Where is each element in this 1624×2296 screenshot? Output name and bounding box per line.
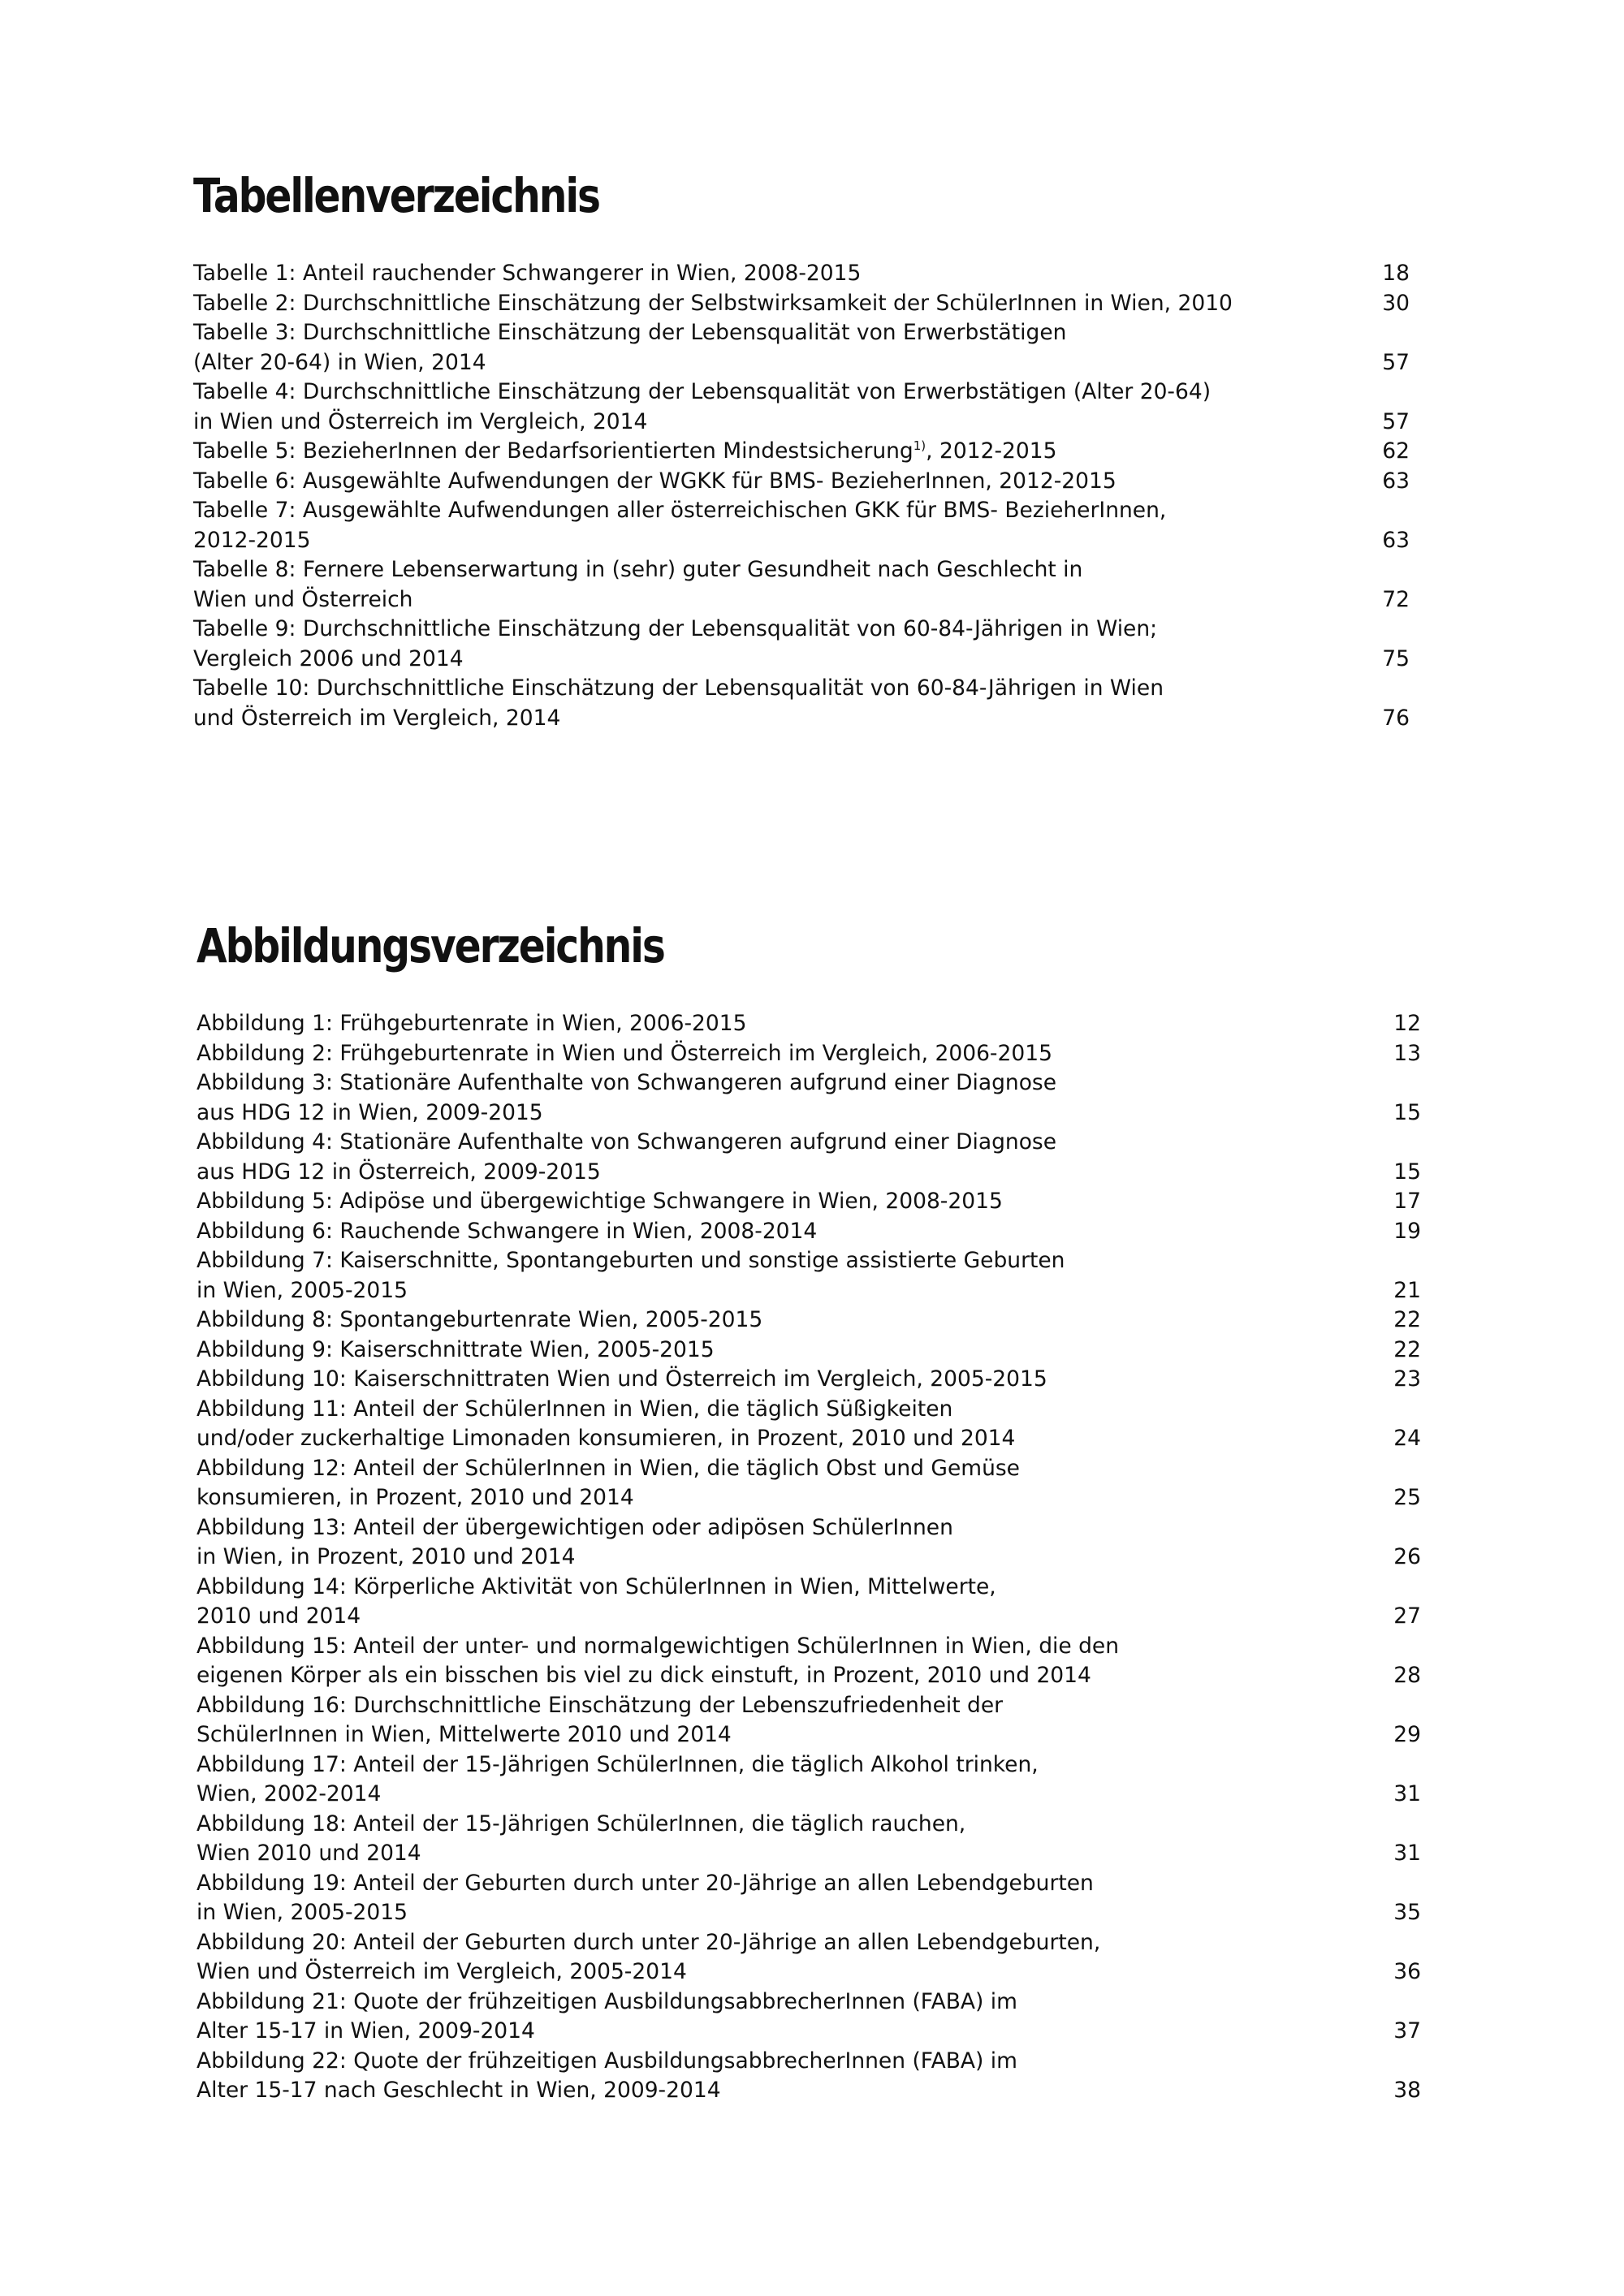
toc-entry[interactable] bbox=[197, 1009, 1421, 1039]
entry-title: Abbildung 14: Körperliche Aktivität von SchülerInnen in Wien, Mittelwerte, 2010 und 2014 bbox=[197, 1573, 996, 1629]
toc-entry[interactable] bbox=[193, 615, 1410, 674]
entry-title: Tabelle 6: Ausgewählte Aufwendungen der WGKK für BMS- BezieherInnen, 2012-2015 bbox=[193, 468, 1116, 494]
entry-title: Abbildung 9: Kaiserschnittrate Wien, 2005-2015 bbox=[197, 1336, 715, 1362]
entry-title: Tabelle 2: Durchschnittliche Einschätzung der Selbstwirksamkeit der SchülerInnen in Wien, 2010 bbox=[193, 290, 1233, 316]
toc-entry[interactable] bbox=[197, 1869, 1421, 1928]
entry-page-number: 72 bbox=[1382, 586, 1410, 612]
entry-page-number: 30 bbox=[1382, 290, 1410, 316]
entry-title: Tabelle 7: Ausgewählte Aufwendungen aller österreichischen GKK für BMS- BezieherInnen, 2012-2015 bbox=[193, 498, 1167, 553]
entry-page-number: 19 bbox=[1393, 1218, 1421, 1244]
toc-entry[interactable] bbox=[197, 1810, 1421, 1869]
entry-title-suffix: , 2012-2015 bbox=[926, 438, 1057, 464]
entry-page-number: 28 bbox=[1393, 1663, 1421, 1688]
entry-page-number: 63 bbox=[1382, 468, 1410, 494]
entry-page-number: 13 bbox=[1393, 1040, 1421, 1066]
toc-entry[interactable] bbox=[197, 1039, 1421, 1069]
entry-title: Abbildung 1: Frühgeburtenrate in Wien, 2006-2015 bbox=[197, 1011, 747, 1036]
figures-list bbox=[197, 1009, 1421, 2106]
entry-title: Tabelle 4: Durchschnittliche Einschätzung der Lebensqualität von Erwerbstätigen (Alter 20-64) in Wien und Österreich im Vergleich, 2014 bbox=[193, 379, 1212, 434]
entry-page-number: 26 bbox=[1393, 1544, 1421, 1569]
toc-entry[interactable] bbox=[197, 1336, 1421, 1366]
toc-entry[interactable] bbox=[193, 496, 1410, 555]
toc-entry[interactable] bbox=[197, 1365, 1421, 1395]
entry-page-number: 22 bbox=[1393, 1307, 1421, 1332]
entry-title: Abbildung 18: Anteil der 15-Jährigen SchülerInnen, die täglich rauchen, Wien 2010 und 2014 bbox=[197, 1810, 966, 1866]
entry-title: Abbildung 8: Spontangeburtenrate Wien, 2005-2015 bbox=[197, 1307, 763, 1332]
toc-entry[interactable] bbox=[193, 555, 1410, 615]
entry-title: Abbildung 3: Stationäre Aufenthalte von Schwangeren aufgrund einer Diagnose aus HDG 12 in Wien, 2009-2015 bbox=[197, 1070, 1057, 1125]
toc-entry[interactable] bbox=[197, 1217, 1421, 1247]
toc-entry[interactable] bbox=[197, 1246, 1421, 1306]
toc-entry[interactable] bbox=[197, 1187, 1421, 1217]
toc-entry[interactable] bbox=[197, 1928, 1421, 1987]
entry-title: Abbildung 10: Kaiserschnittraten Wien und Österreich im Vergleich, 2005-2015 bbox=[197, 1366, 1047, 1392]
entry-page-number: 75 bbox=[1382, 645, 1410, 671]
toc-entry[interactable] bbox=[193, 674, 1410, 733]
toc-entry[interactable] bbox=[197, 1306, 1421, 1336]
entry-page-number: 31 bbox=[1393, 1781, 1421, 1806]
entry-page-number: 37 bbox=[1393, 2018, 1421, 2044]
entry-page-number: 36 bbox=[1393, 1959, 1421, 1984]
entry-page-number: 62 bbox=[1382, 438, 1410, 464]
toc-entry[interactable] bbox=[193, 437, 1410, 467]
entry-title: Abbildung 13: Anteil der übergewichtigen oder adipösen SchülerInnen in Wien, in Prozent, 2010 und 2014 bbox=[197, 1514, 953, 1569]
entry-page-number: 31 bbox=[1393, 1841, 1421, 1866]
entry-title: Abbildung 2: Frühgeburtenrate in Wien und Österreich im Vergleich, 2006-2015 bbox=[197, 1040, 1052, 1066]
toc-entry[interactable] bbox=[193, 318, 1410, 378]
entry-title: Abbildung 11: Anteil der SchülerInnen in Wien, die täglich Süßigkeiten und/oder zuckerhaltige Limonaden konsumieren, in Prozent, 2010 und 2014 bbox=[197, 1396, 1016, 1451]
toc-entry[interactable] bbox=[197, 1750, 1421, 1810]
tables-list bbox=[193, 259, 1410, 733]
toc-entry[interactable] bbox=[197, 1513, 1421, 1573]
toc-entry[interactable] bbox=[197, 1395, 1421, 1454]
entry-title: Abbildung 6: Rauchende Schwangere in Wien, 2008-2014 bbox=[197, 1218, 818, 1244]
entry-page-number: 57 bbox=[1382, 408, 1410, 434]
entry-page-number: 29 bbox=[1393, 1722, 1421, 1747]
entry-title: Abbildung 17: Anteil der 15-Jährigen SchülerInnen, die täglich Alkohol trinken, Wien, 2002-2014 bbox=[197, 1751, 1039, 1806]
entry-page-number: 27 bbox=[1393, 1603, 1421, 1629]
figures-heading: Abbildungsverzeichnis bbox=[197, 918, 664, 973]
entry-page-number: 35 bbox=[1393, 1900, 1421, 1925]
toc-entry[interactable] bbox=[193, 259, 1410, 289]
toc-entry[interactable] bbox=[197, 1573, 1421, 1632]
entry-page-number: 57 bbox=[1382, 349, 1410, 375]
entry-page-number: 21 bbox=[1393, 1277, 1421, 1303]
entry-title: Tabelle 3: Durchschnittliche Einschätzung der Lebensqualität von Erwerbstätigen (Alter 20-64) in Wien, 2014 bbox=[193, 320, 1067, 375]
entry-page-number: 76 bbox=[1382, 705, 1410, 731]
entry-page-number: 15 bbox=[1393, 1099, 1421, 1125]
toc-entry[interactable] bbox=[193, 289, 1410, 319]
entry-page-number: 15 bbox=[1393, 1159, 1421, 1185]
entry-page-number: 12 bbox=[1393, 1011, 1421, 1036]
entry-page-number: 25 bbox=[1393, 1485, 1421, 1510]
toc-entry[interactable] bbox=[197, 1632, 1421, 1691]
entry-title: Abbildung 16: Durchschnittliche Einschätzung der Lebenszufriedenheit der SchülerInnen in Wien, Mittelwerte 2010 und 2014 bbox=[197, 1692, 1004, 1747]
entry-title bbox=[193, 437, 1410, 467]
footnote-marker: 1) bbox=[913, 438, 926, 453]
entry-title: Tabelle 9: Durchschnittliche Einschätzung der Lebensqualität von 60-84-Jährigen in Wien; Vergleich 2006 und 2014 bbox=[193, 616, 1158, 671]
entry-page-number: 24 bbox=[1393, 1426, 1421, 1451]
tables-section bbox=[193, 159, 1410, 733]
entry-title: Abbildung 19: Anteil der Geburten durch unter 20-Jährige an allen Lebendgeburten in Wien, 2005-2015 bbox=[197, 1870, 1094, 1925]
toc-entry[interactable] bbox=[193, 378, 1410, 437]
entry-title: Abbildung 12: Anteil der SchülerInnen in Wien, die täglich Obst und Gemüse konsumieren, in Prozent, 2010 und 2014 bbox=[197, 1455, 1020, 1510]
toc-entry[interactable] bbox=[197, 2047, 1421, 2106]
entry-page-number: 18 bbox=[1382, 261, 1410, 286]
toc-entry[interactable] bbox=[197, 1691, 1421, 1750]
entry-page-number: 38 bbox=[1393, 2078, 1421, 2103]
figures-section bbox=[197, 909, 1421, 2106]
entry-title: Abbildung 20: Anteil der Geburten durch unter 20-Jährige an allen Lebendgeburten, Wien und Österreich im Vergleich, 2005-2014 bbox=[197, 1929, 1101, 1984]
entry-title: Tabelle 1: Anteil rauchender Schwangerer in Wien, 2008-2015 bbox=[193, 261, 862, 286]
toc-entry[interactable] bbox=[197, 1068, 1421, 1128]
entry-title: Tabelle 10: Durchschnittliche Einschätzung der Lebensqualität von 60-84-Jährigen in Wien und Österreich im Vergleich, 2014 bbox=[193, 675, 1164, 731]
toc-entry[interactable] bbox=[193, 467, 1410, 497]
toc-entry[interactable] bbox=[197, 1128, 1421, 1187]
entry-title: Abbildung 5: Adipöse und übergewichtige Schwangere in Wien, 2008-2015 bbox=[197, 1189, 1003, 1214]
entry-title: Tabelle 8: Fernere Lebenserwartung in (sehr) guter Gesundheit nach Geschlecht in Wien und Österreich bbox=[193, 557, 1083, 612]
entry-title: Abbildung 7: Kaiserschnitte, Spontangeburten und sonstige assistierte Geburten in Wien, 2005-2015 bbox=[197, 1248, 1065, 1303]
entry-page-number: 22 bbox=[1393, 1336, 1421, 1362]
entry-title-main: Tabelle 5: BezieherInnen der Bedarfsorientierten Mindestsicherung bbox=[193, 438, 914, 464]
entry-page-number: 23 bbox=[1393, 1366, 1421, 1392]
entry-page-number: 17 bbox=[1393, 1189, 1421, 1214]
entry-title: Abbildung 22: Quote der frühzeitigen AusbildungsabbrecherInnen (FABA) im Alter 15-17 nach Geschlecht in Wien, 2009-2014 bbox=[197, 2048, 1017, 2103]
entry-title: Abbildung 21: Quote der frühzeitigen AusbildungsabbrecherInnen (FABA) im Alter 15-17 in Wien, 2009-2014 bbox=[197, 1988, 1017, 2044]
tables-heading: Tabellenverzeichnis bbox=[193, 168, 599, 223]
toc-entry[interactable] bbox=[197, 1454, 1421, 1513]
entry-title: Abbildung 4: Stationäre Aufenthalte von Schwangeren aufgrund einer Diagnose aus HDG 12 in Österreich, 2009-2015 bbox=[197, 1129, 1057, 1185]
toc-entry[interactable] bbox=[197, 1987, 1421, 2047]
entry-title: Abbildung 15: Anteil der unter- und normalgewichtigen SchülerInnen in Wien, die den eigenen Körper als ein bisschen bis viel zu dick einstuft, in Prozent, 2010 und 2014 bbox=[197, 1633, 1120, 1688]
entry-page-number: 63 bbox=[1382, 527, 1410, 553]
